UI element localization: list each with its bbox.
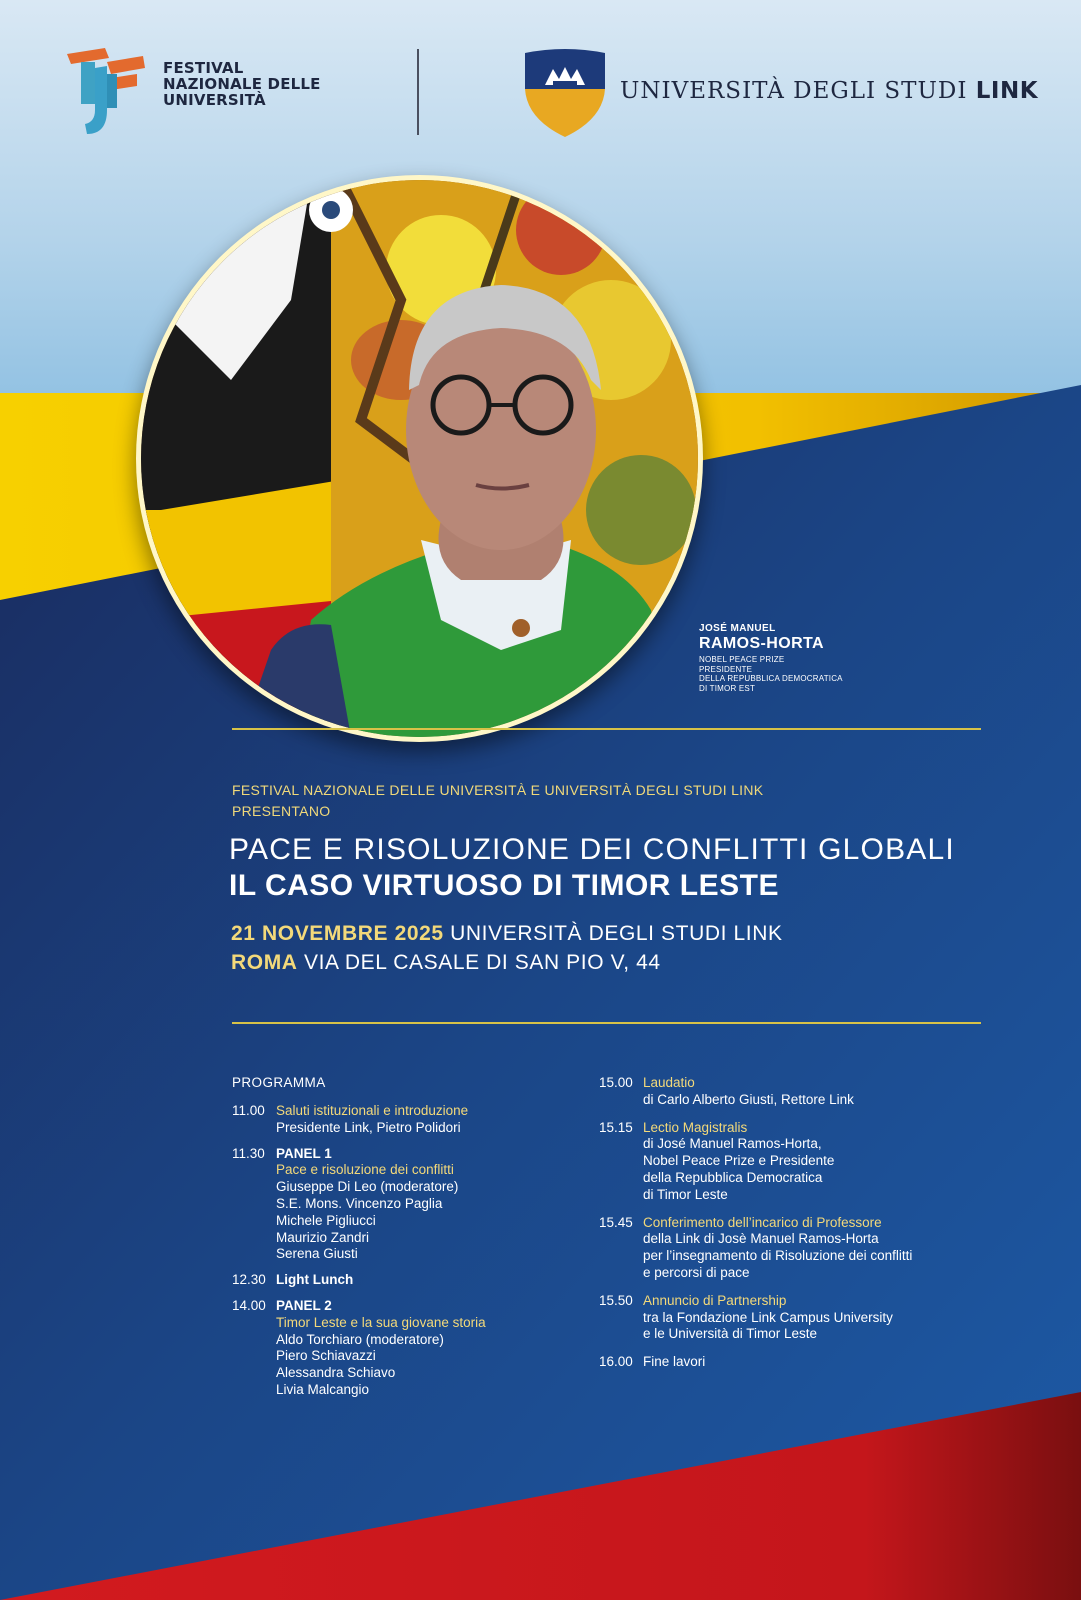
presenters-line: FESTIVAL NAZIONALE DELLE UNIVERSITÀ E UNIVERSITÀ DEGLI STUDI LINK — [232, 782, 764, 798]
event-venue: UNIVERSITÀ DEGLI STUDI LINK — [443, 922, 783, 945]
schedule-detail: per l’insegnamento di Risoluzione dei conflitti — [643, 1248, 913, 1264]
speaker-portrait — [141, 180, 698, 737]
schedule-detail: e le Università di Timor Leste — [643, 1326, 818, 1342]
schedule-time: 15.45 — [599, 1214, 633, 1230]
schedule-title: Lectio Magistralis — [643, 1119, 748, 1135]
schedule-detail: Maurizio Zandri — [276, 1229, 370, 1245]
university-name-regular: UNIVERSITÀ DEGLI STUDI — [620, 78, 976, 104]
schedule-detail: di Carlo Alberto Giusti, Rettore Link — [643, 1091, 854, 1107]
schedule-time: 12.30 — [232, 1272, 266, 1288]
schedule-detail: Fine lavori — [643, 1354, 706, 1370]
schedule-detail: Michele Pigliucci — [276, 1212, 376, 1228]
schedule-detail: di Timor Leste — [643, 1186, 728, 1202]
schedule-detail: tra la Fondazione Link Campus University — [643, 1309, 893, 1325]
schedule-item — [599, 1120, 999, 1204]
presenters-text — [232, 780, 992, 822]
festival-logo — [67, 46, 145, 136]
schedule-time: 16.00 — [599, 1354, 633, 1370]
schedule-panel: Light Lunch — [276, 1272, 354, 1288]
schedule-time: 15.00 — [599, 1075, 633, 1090]
schedule-detail: della Repubblica Democratica — [643, 1169, 823, 1185]
schedule-detail: Alessandra Schiavo — [276, 1365, 396, 1381]
speaker-role-line: NOBEL PEACE PRIZE — [699, 655, 785, 664]
schedule-item — [232, 1146, 572, 1264]
programma-right-column — [599, 1075, 999, 1371]
festival-logo-text — [163, 60, 321, 108]
schedule-item — [232, 1272, 572, 1289]
schedule-detail: Aldo Torchiaro (moderatore) — [276, 1331, 444, 1347]
speaker-first-name: JOSÉ MANUEL — [699, 623, 776, 634]
speaker-caption — [699, 623, 843, 693]
schedule-panel: PANEL 2 — [276, 1297, 332, 1313]
schedule-detail: Presidente Link, Pietro Polidori — [276, 1119, 461, 1135]
schedule-item — [232, 1298, 572, 1399]
programma-left-column — [232, 1103, 572, 1399]
schedule-time: 15.50 — [599, 1292, 633, 1308]
schedule-detail: Nobel Peace Prize e Presidente — [643, 1153, 835, 1169]
festival-logo-line: NAZIONALE DELLE — [163, 75, 321, 93]
schedule-detail: di José Manuel Ramos-Horta, — [643, 1136, 822, 1152]
university-name — [620, 78, 1038, 104]
schedule-time: 15.15 — [599, 1119, 633, 1135]
event-date-line — [231, 922, 783, 946]
schedule-item — [232, 1103, 572, 1137]
schedule-detail: Giuseppe Di Leo (moderatore) — [276, 1179, 459, 1195]
schedule-item — [599, 1215, 999, 1282]
speaker-last-name: RAMOS-HORTA — [699, 635, 824, 652]
schedule-detail: Piero Schiavazzi — [276, 1348, 376, 1364]
presenters-line: PRESENTANO — [232, 803, 331, 819]
schedule-title: Annuncio di Partnership — [643, 1292, 787, 1308]
gold-divider-top — [232, 728, 981, 730]
programma-heading: PROGRAMMA — [232, 1075, 326, 1090]
schedule-time: 11.30 — [232, 1145, 265, 1161]
event-city: ROMA — [231, 951, 298, 974]
schedule-title: Laudatio — [643, 1075, 695, 1090]
festival-logo-line: UNIVERSITÀ — [163, 91, 266, 109]
gold-divider-bottom — [232, 1022, 981, 1024]
schedule-detail: e percorsi di pace — [643, 1264, 750, 1280]
schedule-title: Conferimento dell’incarico di Professore — [643, 1214, 882, 1230]
schedule-detail: Serena Giusti — [276, 1246, 358, 1262]
schedule-title: Pace e risoluzione dei conflitti — [276, 1162, 454, 1178]
schedule-item — [599, 1075, 999, 1109]
schedule-panel: PANEL 1 — [276, 1145, 332, 1161]
speaker-role-line: DELLA REPUBBLICA DEMOCRATICA — [699, 674, 843, 683]
event-title: PACE E RISOLUZIONE DEI CONFLITTI GLOBALI — [229, 833, 955, 866]
schedule-detail: Livia Malcangio — [276, 1381, 370, 1397]
event-address-line — [231, 951, 661, 975]
schedule-item — [599, 1293, 999, 1343]
link-university-shield-logo — [523, 49, 607, 137]
speaker-role-line: DI TIMOR EST — [699, 683, 756, 693]
event-date: 21 NOVEMBRE 2025 — [231, 922, 444, 945]
festival-logo-line: FESTIVAL — [163, 59, 244, 77]
university-name-bold: LINK — [975, 78, 1039, 104]
event-subtitle: IL CASO VIRTUOSO DI TIMOR LESTE — [229, 869, 779, 902]
schedule-title: Saluti istituzionali e introduzione — [276, 1103, 469, 1118]
schedule-title: Timor Leste e la sua giovane storia — [276, 1314, 486, 1330]
schedule-detail: della Link di Josè Manuel Ramos-Horta — [643, 1231, 879, 1247]
schedule-item — [599, 1354, 999, 1371]
schedule-time: 14.00 — [232, 1297, 266, 1313]
speaker-role — [699, 655, 843, 693]
schedule-detail: S.E. Mons. Vincenzo Paglia — [276, 1195, 443, 1211]
schedule-time: 11.00 — [232, 1103, 265, 1118]
header-divider — [417, 49, 419, 135]
speaker-role-line: PRESIDENTE — [699, 664, 753, 674]
event-address: VIA DEL CASALE DI SAN PIO V, 44 — [297, 951, 661, 974]
